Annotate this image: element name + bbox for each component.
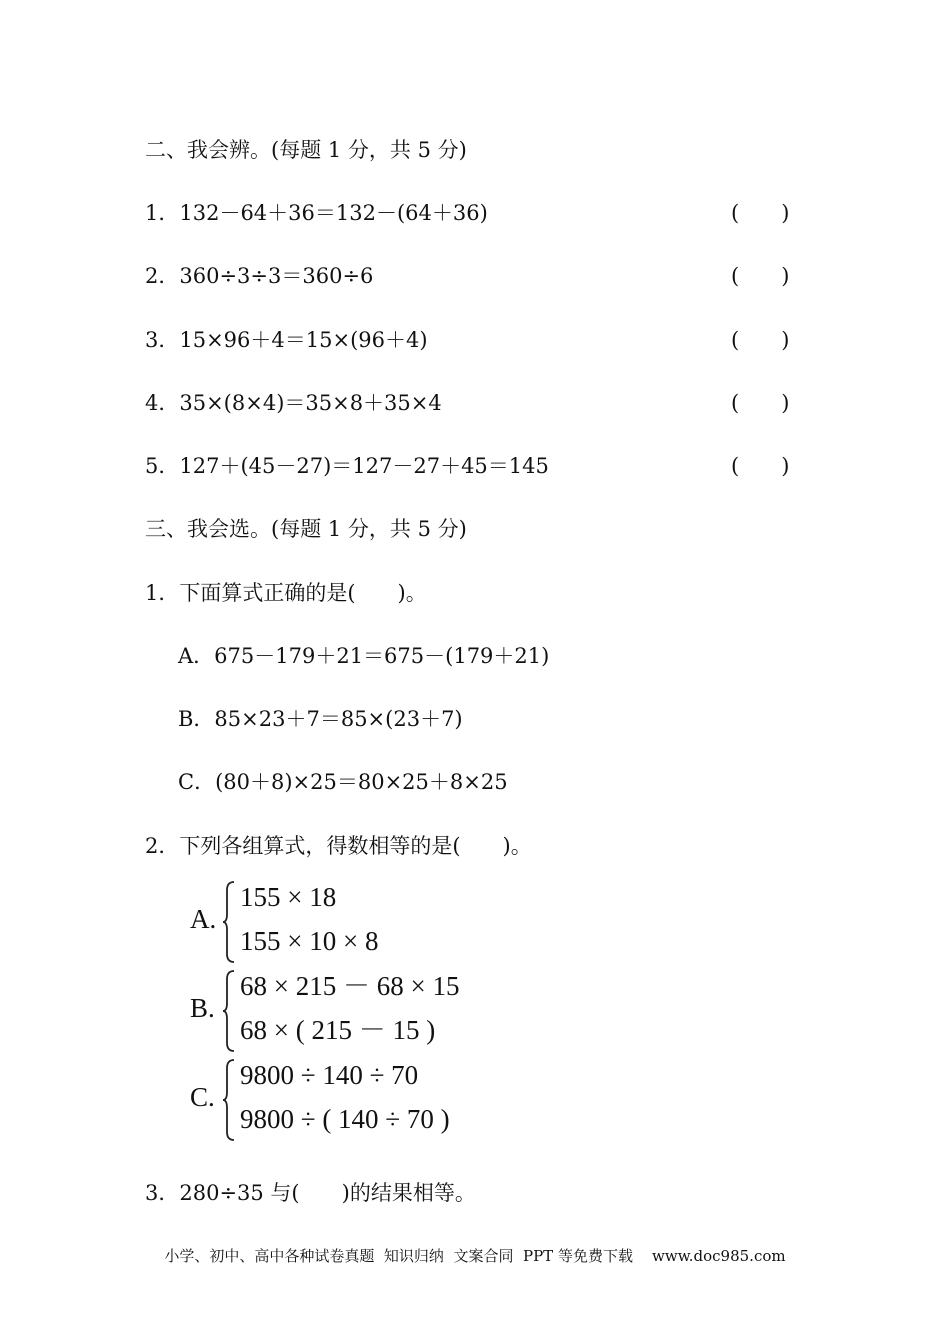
page-footer: 小学、初中、高中各种试卷真题 知识归纳 文案合同 PPT 等免费下载 www.doc985.com <box>164 1247 786 1265</box>
section-2-title: 二、我会辨。(每题 1 分，共 5 分) <box>145 138 467 162</box>
q2-option-c-bottom: 9800 ÷ ( 140 ÷ 70 ) <box>240 1104 450 1134</box>
answer-paren-3: ( ) <box>731 328 790 352</box>
q2-option-c-top: 9800 ÷ 140 ÷ 70 <box>240 1060 419 1090</box>
curly-brace-icon <box>222 880 236 964</box>
judge-item-5: 5．127＋(45－27)＝127－27＋45＝145 <box>145 454 549 478</box>
q2-option-b-bottom: 68 × ( 215 － 15 ) <box>240 1015 436 1045</box>
judge-item-3: 3．15×96＋4＝15×(96＋4) <box>145 328 428 352</box>
q1-option-c: C．(80＋8)×25＝80×25＋8×25 <box>178 770 508 794</box>
answer-paren-4: ( ) <box>731 391 790 415</box>
q1-option-a: A．675－179＋21＝675－(179＋21) <box>178 644 550 668</box>
choice-question-1: 1．下面算式正确的是( )。 <box>145 581 427 605</box>
judge-item-4: 4．35×(8×4)＝35×8＋35×4 <box>145 391 442 415</box>
q2-option-a-bottom: 155 × 10 × 8 <box>240 926 379 956</box>
choice-question-3: 3．280÷35 与( )的结果相等。 <box>145 1181 476 1205</box>
curly-brace-icon <box>222 969 236 1053</box>
choice-question-2: 2．下列各组算式，得数相等的是( )。 <box>145 834 532 858</box>
section-3-title: 三、我会选。(每题 1 分，共 5 分) <box>145 517 467 541</box>
q1-option-b: B．85×23＋7＝85×(23＋7) <box>178 707 463 731</box>
q2-option-a-letter: A. <box>190 904 217 934</box>
q2-option-b-letter: B. <box>190 993 215 1023</box>
judge-item-2: 2．360÷3÷3＝360÷6 <box>145 264 374 288</box>
q2-option-b-top: 68 × 215 － 68 × 15 <box>240 971 460 1001</box>
curly-brace-icon <box>222 1058 236 1142</box>
answer-paren-5: ( ) <box>731 454 790 478</box>
q2-option-a-top: 155 × 18 <box>240 882 337 912</box>
answer-paren-2: ( ) <box>731 264 790 288</box>
answer-paren-1: ( ) <box>731 201 790 225</box>
q2-option-c-letter: C. <box>190 1082 215 1112</box>
judge-item-1: 1．132－64＋36＝132－(64＋36) <box>145 201 488 225</box>
